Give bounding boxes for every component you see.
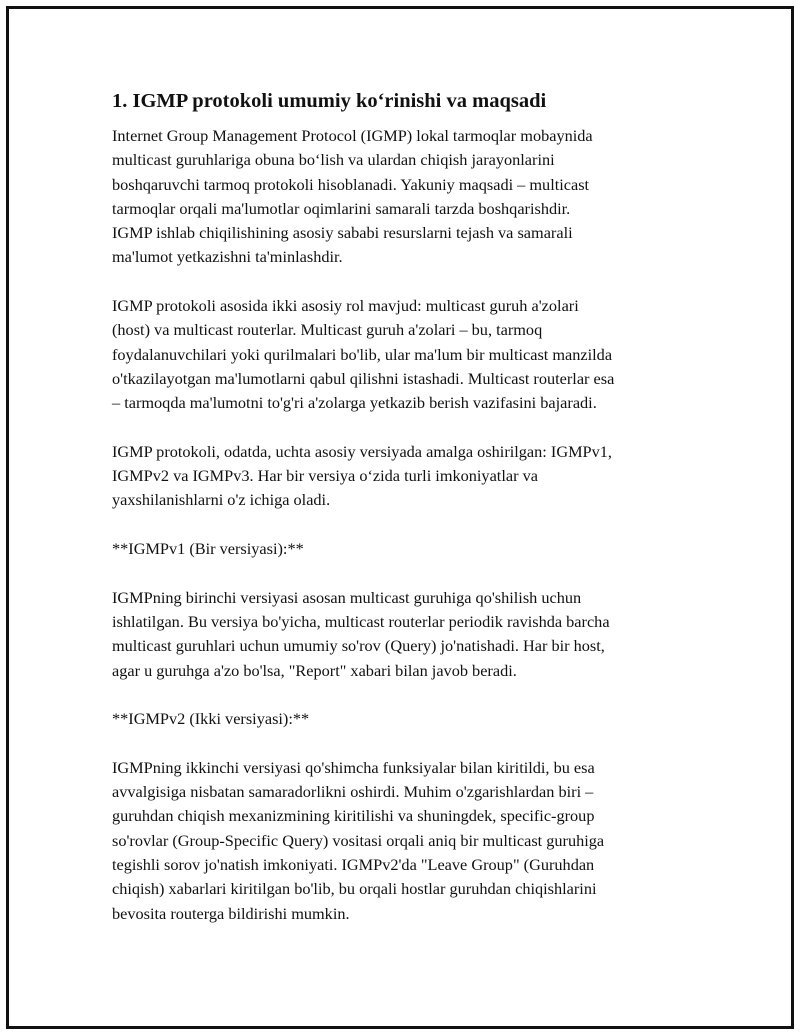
text-line: IGMP protokoli asosida ikki asosiy rol mavjud: multicast guruh a'zolari [112,296,579,316]
text-line: yaxshilanishlarni o'z ichiga oladi. [112,490,331,510]
text-line: multicast guruhlari uchun umumiy so'rov (Query) jo'natishadi. Har bir host, [112,636,605,656]
text-line: Internet Group Management Protocol (IGMP) lokal tarmoqlar mobaynida [112,126,593,145]
paragraph-igmpv2 [112,756,698,926]
text-line: ishlatilgan. Bu versiya bo'yicha, multicast routerlar periodik ravishda barcha [112,611,610,631]
text-line: avvalgisiga nisbatan samaradorlikni oshirdi. Muhim o'zgarishlardan biri – [112,782,594,802]
text-line: **IGMPv2 (Ikki versiyasi):** [112,709,310,729]
text-line: IGMP protokoli, odatda, uchta asosiy versiyada amalga oshirilgan: IGMPv1, [112,441,612,461]
text-line: so'rovlar (Group-Specific Query) vositasi orqali aniq bir multicast guruhiga [112,830,605,850]
document-body [112,88,698,950]
paragraph-roles [112,294,698,415]
text-line: **IGMPv1 (Bir versiyasi):** [112,539,304,559]
subheading-igmpv1 [112,537,698,561]
text-line: (host) va multicast routerlar. Multicast guruh a'zolari – bu, tarmoq [112,320,543,340]
text-line: bevosita routerga bildirishi mumkin. [112,903,350,923]
text-line: ma'lumot yetkazishni ta'minlashdir. [112,247,343,267]
paragraph-intro [112,124,698,270]
text-line: agar u guruhga a'zo bo'lsa, "Report" xabari bilan javob beradi. [112,660,517,680]
text-line: multicast guruhlariga obuna bo‘lish va ulardan chiqish jarayonlarini [112,150,555,170]
text-line: boshqaruvchi tarmoq protokoli hisoblanadi. Yakuniy maqsadi – multicast [112,174,590,194]
text-line: IGMPning birinchi versiyasi asosan multicast guruhiga qo'shilish uchun [112,587,582,607]
text-line: guruhdan chiqish mexanizmining kiritilishi va shuningdek, specific-group [112,806,595,826]
text-line: IGMPv2 va IGMPv3. Har bir versiya o‘zida turli imkoniyatlar va [112,466,538,486]
paragraph-versions [112,440,698,513]
text-line: chiqish) xabarlari kiritilgan bo'lib, bu orqali hostlar guruhdan chiqishlarini [112,879,597,899]
text-line: IGMPning ikkinchi versiyasi qo'shimcha funksiyalar bilan kiritildi, bu esa [112,757,595,777]
text-line: tegishli sorov jo'natish imkoniyati. IGMPv2'da "Leave Group" (Guruhdan [112,854,595,874]
text-line: foydalanuvchilari yoki qurilmalari bo'lib, ular ma'lum bir multicast manzilda [112,344,613,364]
text-line: – tarmoqda ma'lumotni to'g'ri a'zolarga yetkazib berish vazifasini bajaradi. [112,393,597,413]
text-line: tarmoqlar orqali ma'lumotlar oqimlarini samarali tarzda boshqarishdir. [112,198,571,218]
paragraph-igmpv1 [112,586,698,683]
text-line: IGMP ishlab chiqilishining asosiy sababi resurslarni tejash va samarali [112,223,573,243]
subheading-igmpv2 [112,707,698,731]
section-title: 1. IGMP protokoli umumiy ko‘rinishi va maqsadi [112,90,547,112]
text-line: o'tkazilayotgan ma'lumotlarni qabul qilishni istashadi. Multicast routerlar esa [112,368,615,388]
